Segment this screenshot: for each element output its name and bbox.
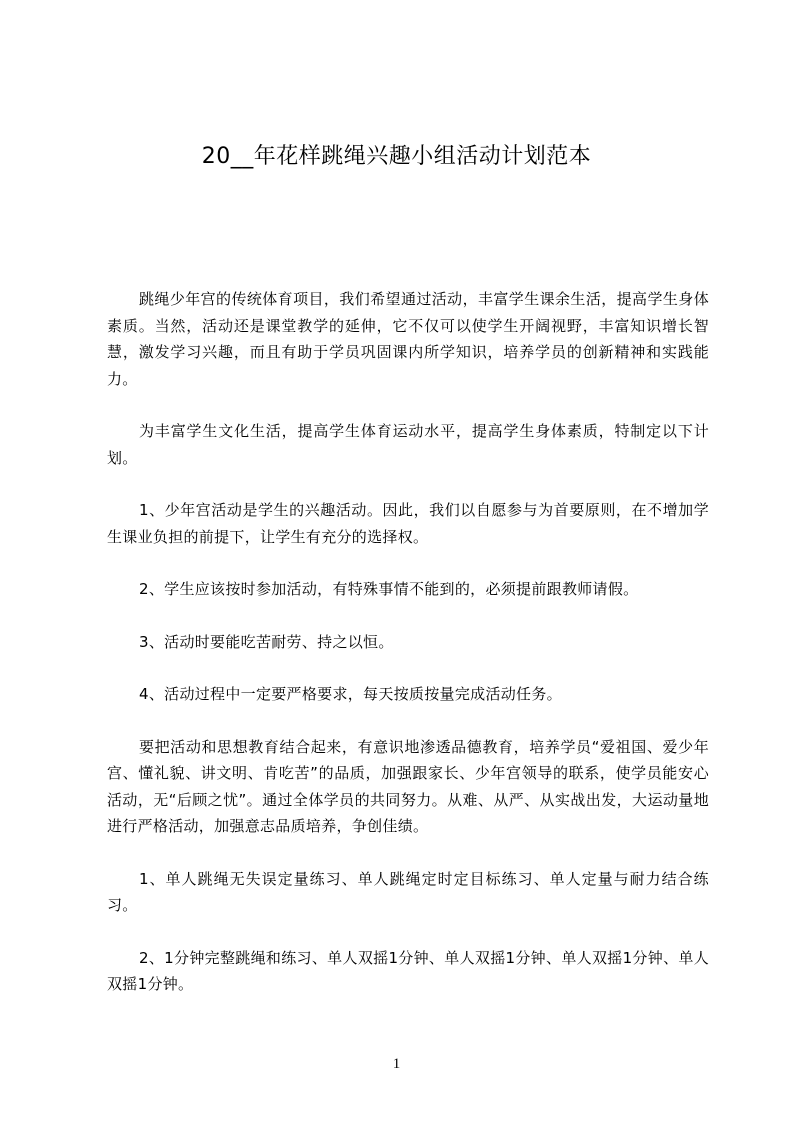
paragraph-rule-2: 2、学生应该按时参加活动，有特殊事情不能到的，必须提前跟教师请假。 (139, 580, 639, 598)
paragraph-purpose: 为丰富学生文化生活，提高学生体育运动水平，提高学生身体素质，特制定以下计划。 (107, 422, 709, 467)
page-number: 1 (392, 1056, 401, 1072)
paragraph-rule-3: 3、活动时要能吃苦耐劳、持之以恒。 (139, 632, 394, 651)
paragraph-rule-4: 4、活动过程中一定要严格要求，每天按质按量完成活动任务。 (139, 685, 562, 703)
document-title: 20__年花样跳绳兴趣小组活动计划范本 (201, 144, 592, 169)
document-body (107, 286, 709, 1024)
paragraph-education: 要把活动和思想教育结合起来，有意识地渗透品德教育，培养学员“爱祖国、爱少年宫、懂礼貌、讲文明、肯吃苦”的品质，加强跟家长、少年宫领导的联系，使学员能安心活动，无“后顾之忧”。通过全体学员的共同努力。从难、从严、从实战出发，大运动量地进行严格活动，加强意志品质培养，争创佳绩。 (107, 737, 709, 835)
paragraph-rule-1: 1、少年宫活动是学生的兴趣活动。因此，我们以自愿参与为首要原则，在不增加学生课业负担的前提下，让学生有充分的选择权。 (107, 501, 709, 546)
paragraph-training-1: 1、单人跳绳无失误定量练习、单人跳绳定时定目标练习、单人定量与耐力结合练习。 (107, 869, 709, 914)
paragraph-training-2: 2、1分钟完整跳绳和练习、单人双摇1分钟、单人双摇1分钟、单人双摇1分钟、单人双摇1分钟。 (107, 948, 709, 993)
paragraph-intro: 跳绳少年宫的传统体育项目，我们希望通过活动，丰富学生课余生活，提高学生身体素质。当然，活动还是课堂教学的延伸，它不仅可以使学生开阔视野，丰富知识增长智慧，激发学习兴趣，而且有助于学员巩固课内所学知识，培养学员的创新精神和实践能力。 (107, 290, 709, 388)
